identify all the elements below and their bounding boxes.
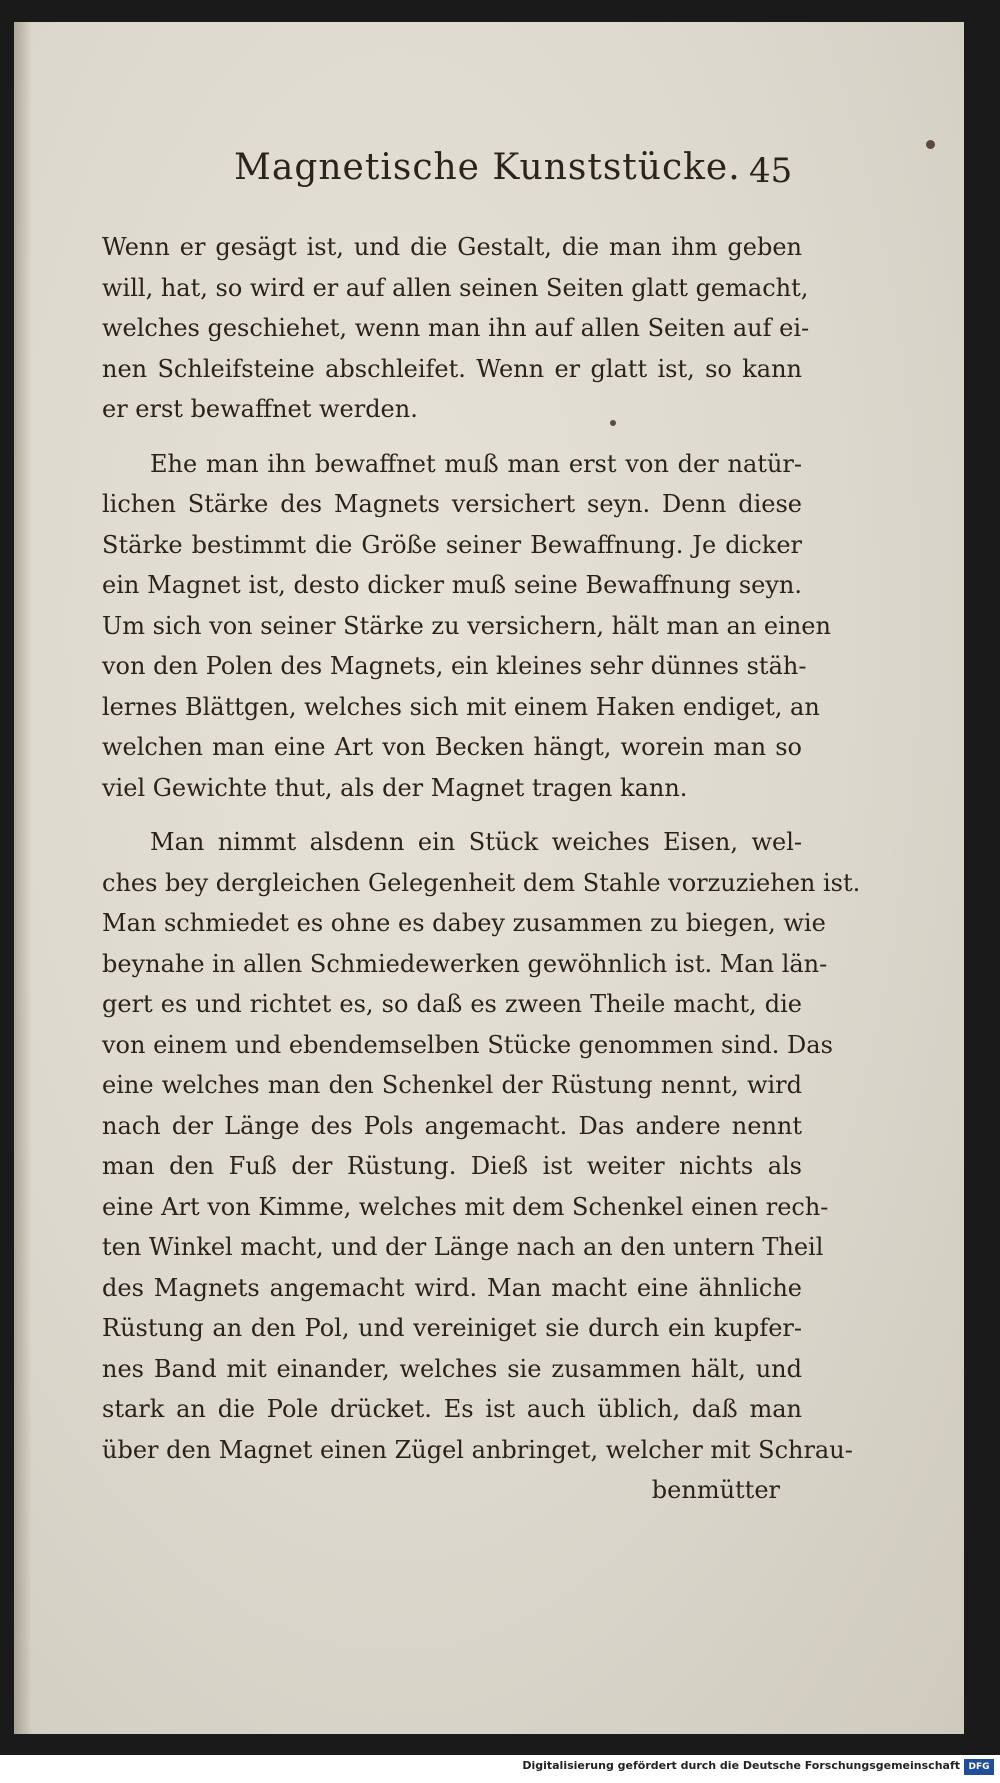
text-line: von einem und ebendemselben Stücke genommen sind. Das [102,1030,833,1059]
text-line: Wenn er gesägt ist, und die Gestalt, die man ihm geben [102,233,802,261]
text-line: Rüstung an den Pol, und vereiniget sie durch ein kupfer- [102,1314,802,1342]
book-page [14,22,964,1734]
text-line: gert es und richtet es, so daß es zween Theile macht, die [102,990,802,1018]
dfg-logo: DFG [964,1759,994,1775]
text-line: will, hat, so wird er auf allen seinen Seiten glatt gemacht, [102,273,809,302]
paragraph [102,444,831,809]
footer-bar [0,1755,1000,1783]
paragraph [102,822,861,1470]
page-header [14,147,964,217]
text-line: eine Art von Kimme, welches mit dem Schenkel einen rech- [102,1192,829,1221]
paragraph-gap [102,808,802,822]
text-line: lernes Blättgen, welches sich mit einem Haken endiget, an [102,692,820,721]
body-text [102,227,861,1511]
text-line: nach der Länge des Pols angemacht. Das andere nennt [102,1111,802,1140]
text-line: von den Polen des Magnets, ein kleines sehr dünnes stäh- [102,652,807,680]
text-line: welches geschiehet, wenn man ihn auf allen Seiten auf ei- [102,314,810,342]
page-number: 45 [749,151,793,191]
text-line: eine welches man den Schenkel der Rüstung nennt, wird [102,1071,802,1099]
text-line: Ehe man ihn bewaffnet muß man erst von der natür- [150,449,802,478]
paragraph-gap [102,430,802,444]
text-line: nen Schleifsteine abschleifet. Wenn er glatt ist, so kann [102,354,802,383]
paragraph [102,227,810,430]
text-line: stark an die Pole drücket. Es ist auch üblich, daß man [102,1395,802,1423]
text-line: er erst bewaffnet werden. [102,395,418,423]
text-line: viel Gewichte thut, als der Magnet tragen kann. [102,773,688,802]
text-line: ein Magnet ist, desto dicker muß seine Bewaffnung seyn. [102,571,802,599]
text-line: Stärke bestimmt die Größe seiner Bewaffnung. Je dicker [102,530,802,559]
running-head: Magnetische Kunststücke. [234,147,741,188]
text-line: Um sich von seiner Stärke zu versichern, hält man an einen [102,611,831,640]
text-line: Man nimmt alsdenn ein Stück weiches Eisen, wel- [150,828,802,856]
text-line: man den Fuß der Rüstung. Dieß ist weiter nichts als [102,1152,802,1180]
text-line: über den Magnet einen Zügel anbringet, welcher mit Schrau- [102,1435,853,1464]
catchword: benmütter [651,1476,780,1504]
gutter-shadow [14,22,32,1734]
text-line: nes Band mit einander, welches sie zusammen hält, und [102,1354,802,1383]
text-line: lichen Stärke des Magnets versichert seyn. Denn diese [102,490,802,518]
text-line: des Magnets angemacht wird. Man macht eine ähnliche [102,1273,802,1302]
text-line: ten Winkel macht, und der Länge nach an den untern Theil [102,1233,824,1261]
text-line: welchen man eine Art von Becken hängt, worein man so [102,733,802,761]
text-line: Man schmiedet es ohne es dabey zusammen zu biegen, wie [102,909,826,937]
digitization-credit: Digitalisierung gefördert durch die Deutsche Forschungsgemeinschaft [522,1759,960,1772]
text-line: beynahe in allen Schmiedewerken gewöhnlich ist. Man län- [102,949,828,978]
text-line: ches bey dergleichen Gelegenheit dem Stahle vorzuziehen ist. [102,868,861,897]
